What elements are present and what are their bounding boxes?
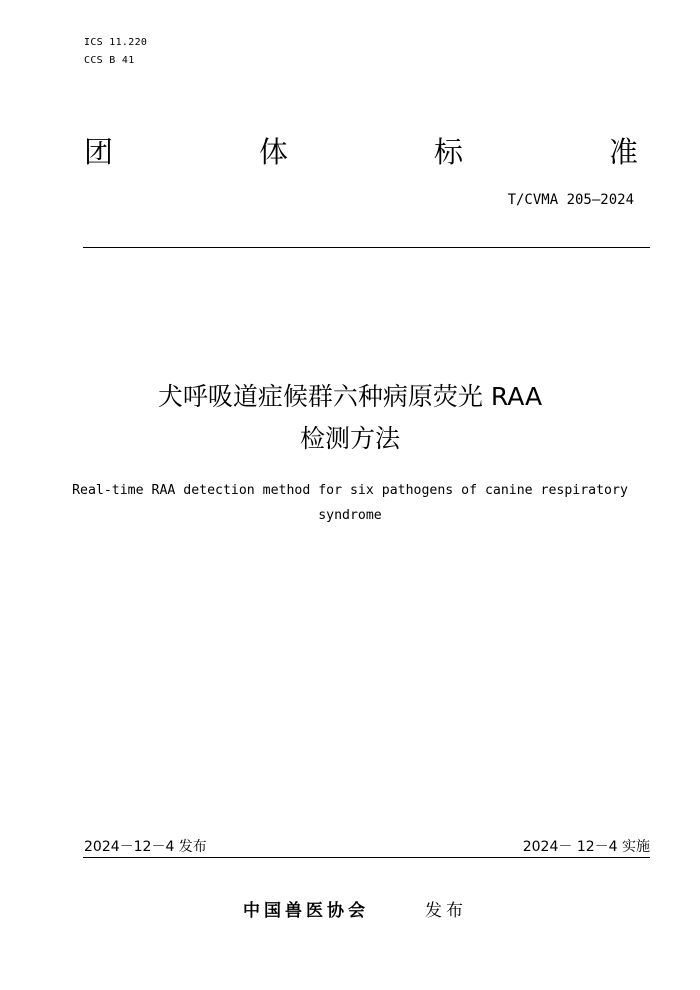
standard-number: T/CVMA 205—2024	[507, 192, 634, 208]
footer-divider	[83, 857, 650, 858]
standard-type-char: 标	[434, 135, 464, 169]
chinese-title-line-2: 检测方法	[299, 424, 400, 453]
ics-code: ICS 11.220	[84, 37, 148, 48]
ccs-code: CCS B 41	[84, 55, 135, 66]
publish-label: 发布	[425, 901, 467, 921]
english-title-line-1: Real-time RAA detection method for six pathogens of canine respiratory	[72, 483, 628, 498]
publisher-name: 中国兽医协会	[243, 901, 369, 921]
release-date: 2024－12－4 发布	[84, 839, 207, 855]
chinese-title-line-1: 犬呼吸道症候群六种病原荧光 RAA	[157, 382, 543, 411]
standard-type-char: 体	[259, 135, 289, 169]
standard-type-char: 准	[609, 135, 639, 169]
standard-type-char: 团	[84, 135, 114, 169]
english-title-line-2: syndrome	[318, 508, 382, 523]
header-divider	[83, 247, 650, 248]
implementation-date: 2024－ 12－4 实施	[522, 839, 650, 855]
